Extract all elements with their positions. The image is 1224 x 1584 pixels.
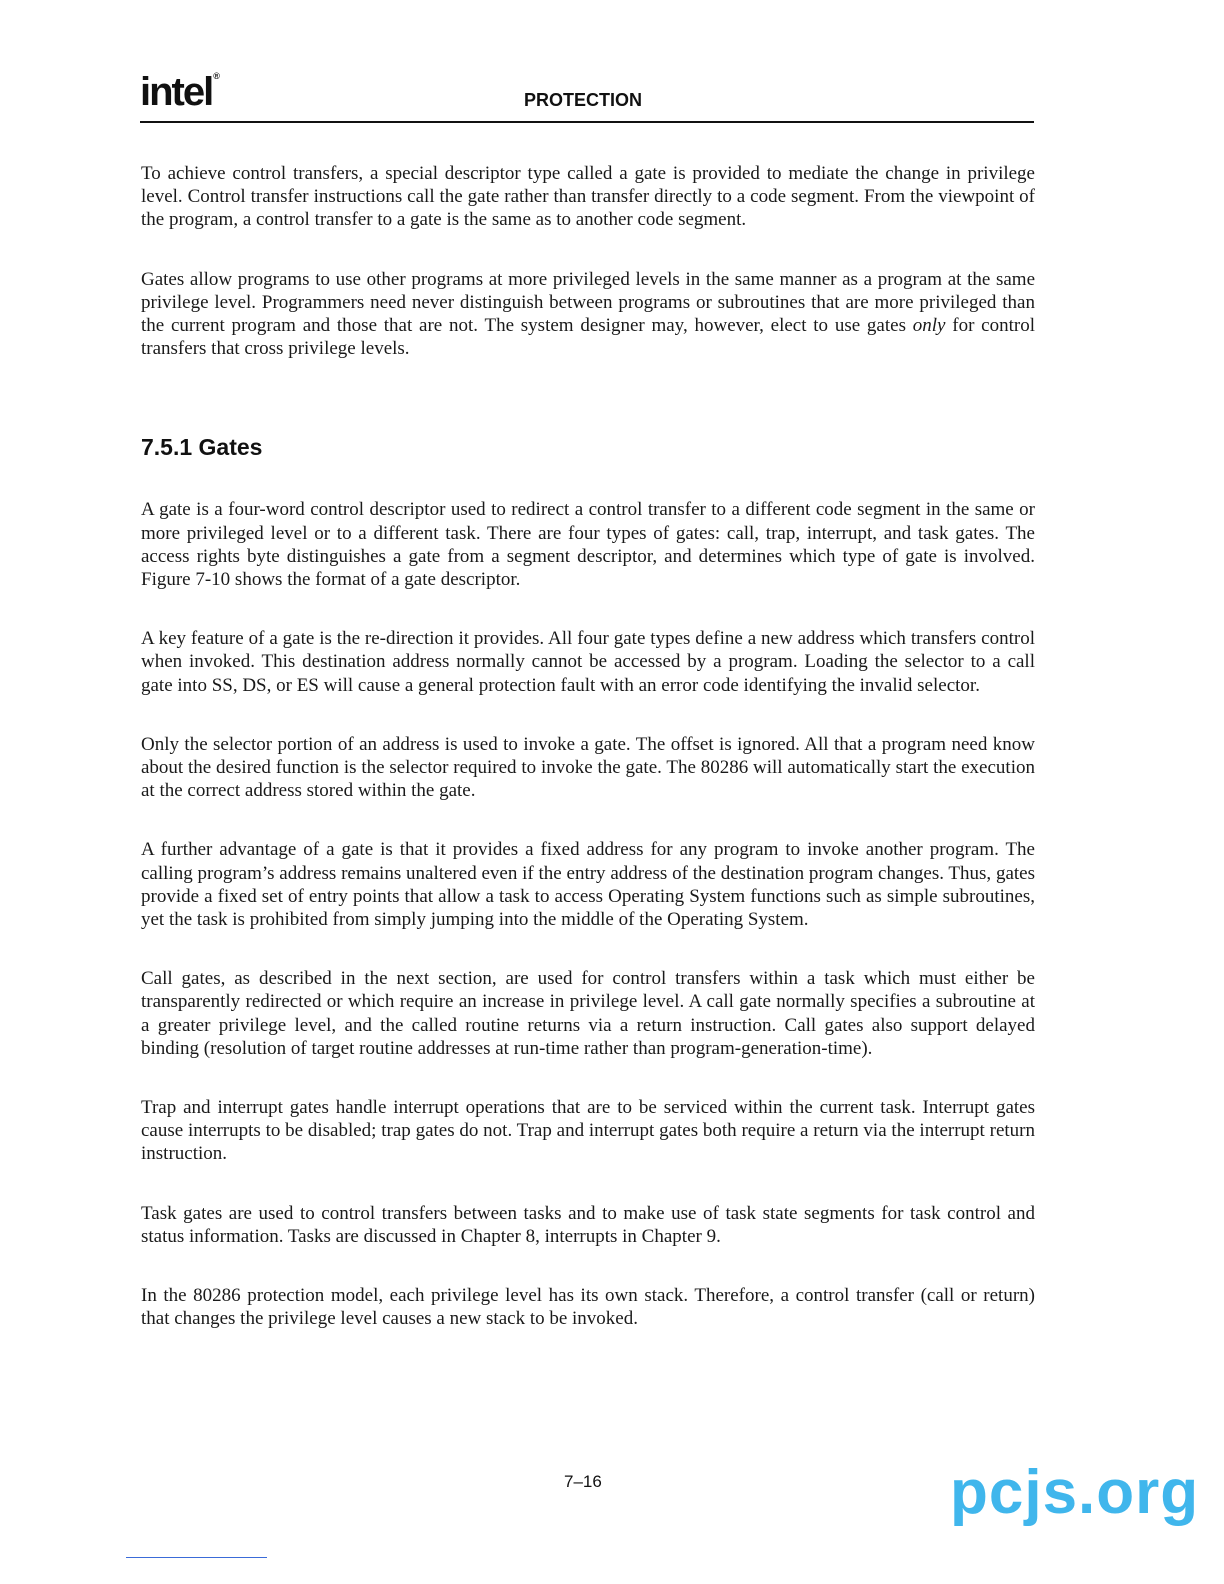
page-header-title: PROTECTION <box>524 90 643 110</box>
paragraph-call-gates: Call gates, as described in the next section, are used for control transfers within a task which must either be transparently redirected or which require an increase in privilege level. A call gate normally specifies a subroutine at a greater privilege level, and the called routine returns via a return instruction. Call gates also support delayed binding (resolution of target routine addresses at run-time rather than program-generation-time). <box>141 968 1035 1059</box>
pcjs-watermark: pcjs.org <box>950 1458 1200 1527</box>
intel-logo <box>140 72 220 112</box>
paragraph-stack-model: In the 80286 protection model, each privilege level has its own stack. Therefore, a control transfer (call or return) that changes the privilege level causes a new stack to be invoked. <box>141 1285 1035 1330</box>
paragraph-key-feature: A key feature of a gate is the re-direction it provides. All four gate types define a new address which transfers control when invoked. This destination address normally cannot be accessed by a program. Loading the selector to a call gate into SS, DS, or ES will cause a general protection fault with an error code identifying the invalid selector. <box>141 628 1035 696</box>
paragraph-intro-2-start: Gates allow programs to use other programs at more privileged levels in the same manner as a program at the same privilege level. Programmers need never distinguish between programs or subroutines that are more privileged than the current program and those that are not. The system designer may, however, elect to use gates <box>141 268 1035 337</box>
paragraph-intro-2 <box>141 268 1035 361</box>
registered-mark: ® <box>213 71 220 81</box>
page-body <box>141 162 1035 1331</box>
paragraph-gate-definition: A gate is a four-word control descriptor used to redirect a control transfer to a different code segment in the same or more privileged level or to a different task. There are four types of gates: call, trap, interrupt, and task gates. The access rights byte distinguishes a gate from a segment descriptor, and determines which type of gate is involved. Figure 7-10 shows the format of a gate descriptor. <box>141 499 1035 591</box>
paragraph-intro-1: To achieve control transfers, a special descriptor type called a gate is provided to mediate the change in privilege level. Control transfer instructions call the gate rather than transfer directly to a code segment. From the viewpoint of the program, a control transfer to a gate is the same as to another code segment. <box>141 163 1035 231</box>
footer-link-underline <box>126 1557 267 1558</box>
paragraph-trap-interrupt-gates: Trap and interrupt gates handle interrupt operations that are to be serviced within the current task. Interrupt gates cause interrupts to be disabled; trap gates do not. Trap and interrupt gates both require a return via the interrupt return instruction. <box>141 1097 1035 1165</box>
section-title: Gates <box>198 434 263 461</box>
paragraph-selector-portion: Only the selector portion of an address is used to invoke a gate. The offset is ignored. All that a program need know about the desired function is the selector required to invoke the gate. The 80286 will automatically start the execution at the correct address stored within the gate. <box>141 733 1035 802</box>
paragraph-fixed-address: A further advantage of a gate is that it provides a fixed address for any program to invoke another program. The calling program’s address remains unaltered even if the entry address of the destination program changes. Thus, gates provide a fixed set of entry points that allow a task to access Operating System functions such as simple subroutines, yet the task is prohibited from simply jumping into the middle of the Operating System. <box>141 839 1035 931</box>
page-number: 7–16 <box>564 1472 602 1491</box>
intel-logo-text: intel <box>140 70 213 114</box>
section-heading <box>141 434 1035 461</box>
header-rule <box>140 121 1034 123</box>
paragraph-intro-2-end: for control transfers that cross privilege levels. <box>141 315 1035 360</box>
emphasis-only: only <box>912 315 946 337</box>
section-number: 7.5.1 <box>141 434 193 461</box>
paragraph-task-gates: Task gates are used to control transfers between tasks and to make use of task state segments for task control and status information. Tasks are discussed in Chapter 8, interrupts in Chapter 9. <box>141 1202 1035 1247</box>
